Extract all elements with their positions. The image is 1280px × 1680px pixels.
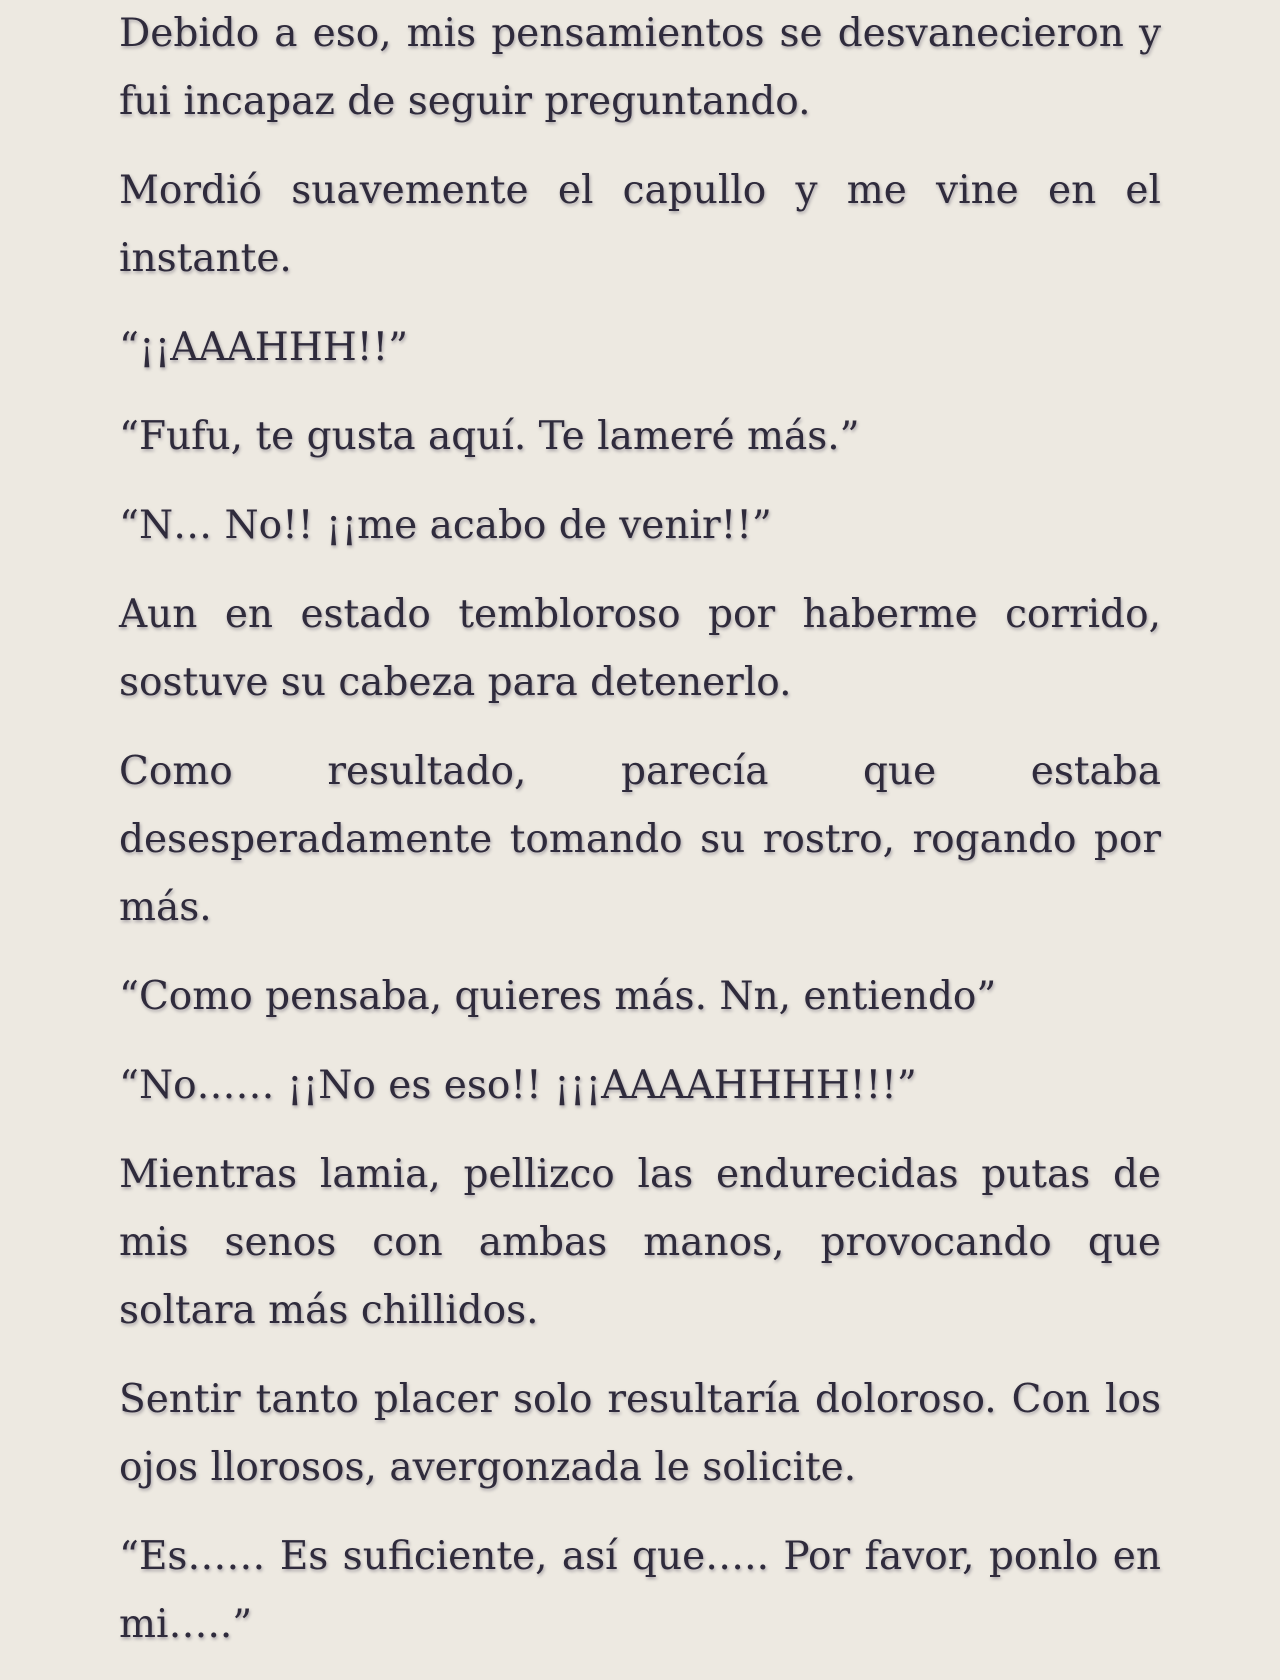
paragraph: Como resultado, parecía que estaba desesperadamente tomando su rostro, rogando por más. [119,749,1161,930]
body-text [119,0,1161,1680]
paragraph: “No…… ¡¡No es eso!! ¡¡¡AAAAHHHH!!!” [119,1063,917,1108]
paragraph: “N… No!! ¡¡me acabo de venir!!” [119,503,772,548]
paragraph: “¡¡AAAHHH!!” [119,325,409,370]
paragraph: Debido a eso, mis pensamientos se desvanecieron y fui incapaz de seguir preguntando. [119,11,1161,124]
paragraph: Aun en estado tembloroso por haberme corrido, sostuve su cabeza para detenerlo. [119,592,1161,705]
paragraph: “Como pensaba, quieres más. Nn, entiendo” [119,974,997,1019]
paragraph: Mientras lamia, pellizco las endurecidas putas de mis senos con ambas manos, provocando que soltara más chillidos. [119,1152,1161,1333]
paragraph: Mordió suavemente el capullo y me vine en el instante. [119,168,1161,281]
paragraph: “Fufu, te gusta aquí. Te lameré más.” [119,414,860,459]
paragraph: “Es…… Es suficiente, así que….. Por favor, ponlo en mi…..” [119,1534,1161,1647]
paragraph: Sentir tanto placer solo resultaría doloroso. Con los ojos llorosos, avergonzada le solicite. [119,1377,1161,1490]
